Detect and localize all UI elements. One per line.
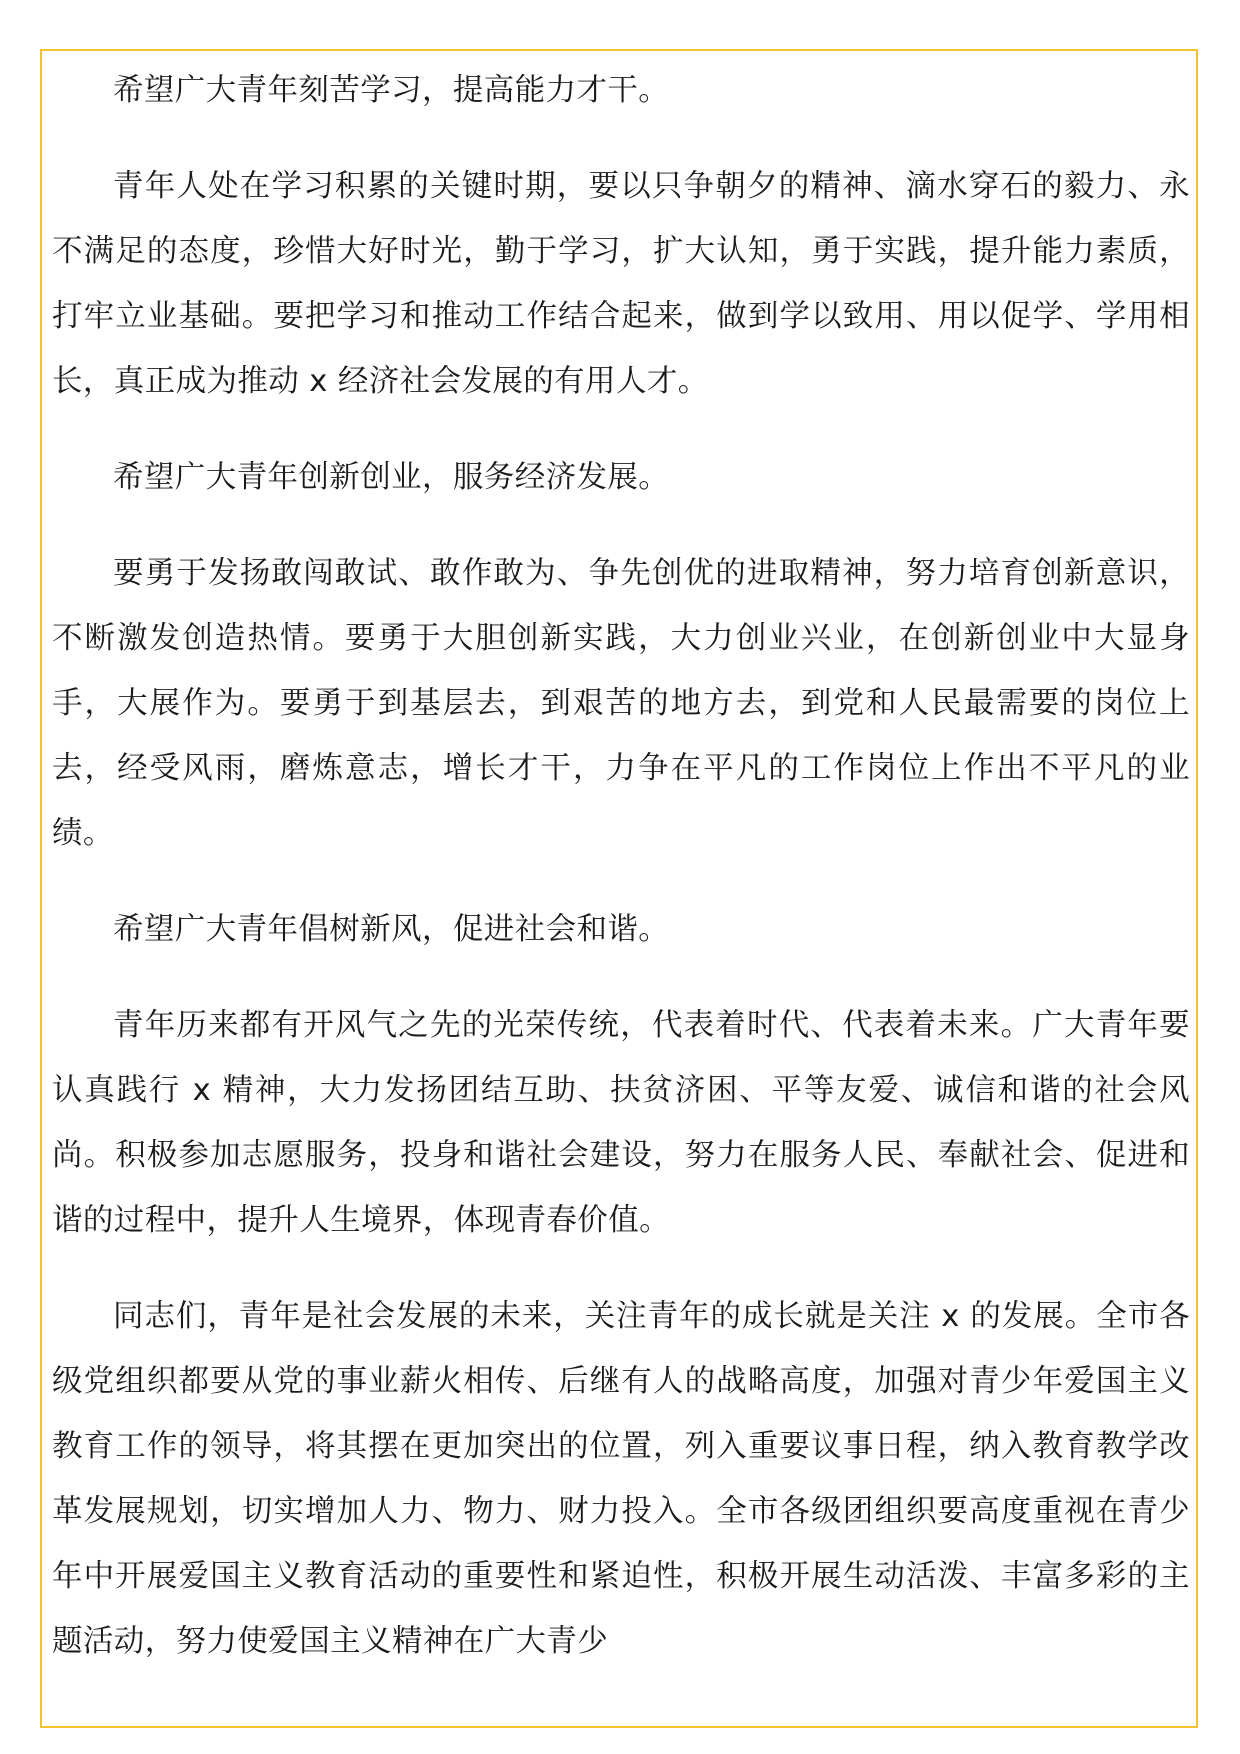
- document-body: [52, 58, 1190, 1705]
- paragraph-heading: 希望广大青年倡树新风，促进社会和谐。: [113, 912, 670, 947]
- paragraph-heading: 希望广大青年刻苦学习，提高能力才干。: [113, 73, 670, 108]
- paragraph: 同志们，青年是社会发展的未来，关注青年的成长就是关注 x 的发展。全市各级党组织都要从党的事业薪火相传、后继有人的战略高度，加强对青少年爱国主义教育工作的领导，将其摆在更加突出的位置，列入重要议事日程，纳入教育教学改革发展规划，切实增加人力、物力、财力投入。全市各级团组织要高度重视在青少年中开展爱国主义教育活动的重要性和紧迫性，积极开展生动活泼、丰富多彩的主题活动，努力使爱国主义精神在广大青少: [52, 1299, 1190, 1659]
- paragraph-heading: 希望广大青年创新创业，服务经济发展。: [113, 460, 670, 495]
- paragraph: 青年历来都有开风气之先的光荣传统，代表着时代、代表着未来。广大青年要认真践行 x 精神，大力发扬团结互助、扶贫济困、平等友爱、诚信和谐的社会风尚。积极参加志愿服务，投身和谐社会建设，努力在服务人民、奉献社会、促进和谐的过程中，提升人生境界，体现青春价值。: [52, 1008, 1190, 1238]
- paragraph: 要勇于发扬敢闯敢试、敢作敢为、争先创优的进取精神，努力培育创新意识，不断激发创造热情。要勇于大胆创新实践，大力创业兴业，在创新创业中大显身手，大展作为。要勇于到基层去，到艰苦的地方去，到党和人民最需要的岗位上去，经受风雨，磨炼意志，增长才干，力争在平凡的工作岗位上作出不平凡的业绩。: [52, 556, 1190, 851]
- paragraph: 青年人处在学习积累的关键时期，要以只争朝夕的精神、滴水穿石的毅力、永不满足的态度，珍惜大好时光，勤于学习，扩大认知，勇于实践，提升能力素质，打牢立业基础。要把学习和推动工作结合起来，做到学以致用、用以促学、学用相长，真正成为推动 x 经济社会发展的有用人才。: [52, 169, 1190, 399]
